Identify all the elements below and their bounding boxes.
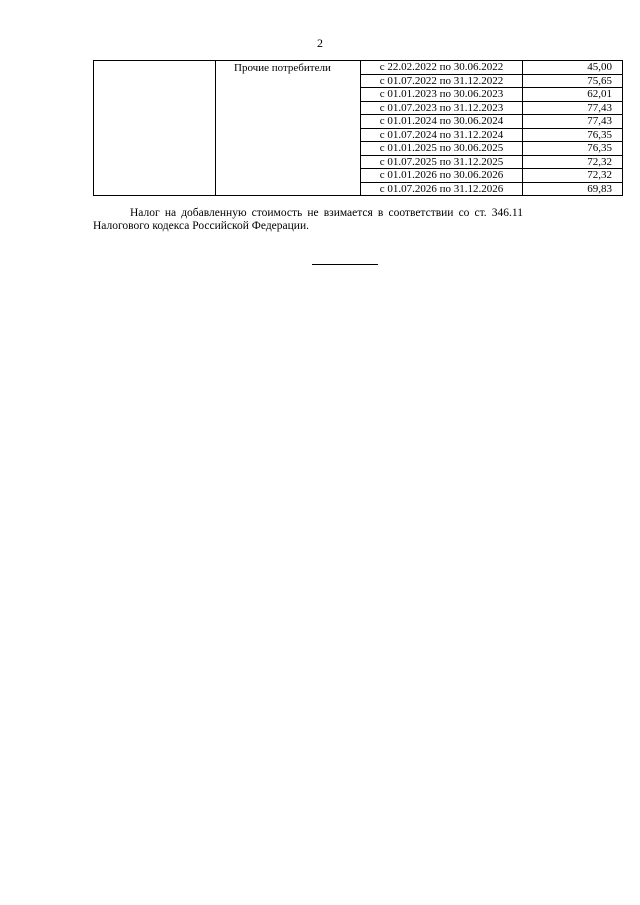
price-cell: 76,35 — [523, 142, 623, 156]
period-cell: с 22.02.2022 по 30.06.2022 — [361, 61, 523, 75]
organization-cell — [94, 61, 216, 196]
end-of-document-rule — [312, 264, 378, 265]
period-cell: с 01.07.2025 по 31.12.2025 — [361, 155, 523, 169]
price-cell: 72,32 — [523, 155, 623, 169]
period-cell: с 01.01.2025 по 30.06.2025 — [361, 142, 523, 156]
period-cell: с 01.01.2023 по 30.06.2023 — [361, 88, 523, 102]
consumer-category-cell: Прочие потребители — [216, 61, 361, 196]
period-cell: с 01.07.2022 по 31.12.2022 — [361, 74, 523, 88]
price-cell: 69,83 — [523, 182, 623, 196]
price-cell: 75,65 — [523, 74, 623, 88]
page-number: 2 — [317, 36, 323, 50]
period-cell: с 01.01.2026 по 30.06.2026 — [361, 169, 523, 183]
price-cell: 45,00 — [523, 61, 623, 75]
period-cell: с 01.07.2024 по 31.12.2024 — [361, 128, 523, 142]
period-cell: с 01.01.2024 по 30.06.2024 — [361, 115, 523, 129]
period-cell: с 01.07.2023 по 31.12.2023 — [361, 101, 523, 115]
price-cell: 72,32 — [523, 169, 623, 183]
price-cell: 76,35 — [523, 128, 623, 142]
period-cell: с 01.07.2026 по 31.12.2026 — [361, 182, 523, 196]
price-cell: 77,43 — [523, 115, 623, 129]
tariff-table — [93, 60, 623, 196]
price-cell: 77,43 — [523, 101, 623, 115]
table-row — [94, 61, 623, 75]
vat-note: Налог на добавленную стоимость не взимается в соответствии со ст. 346.11 Налогового кодекса Российской Федерации. — [93, 207, 523, 232]
price-cell: 62,01 — [523, 88, 623, 102]
